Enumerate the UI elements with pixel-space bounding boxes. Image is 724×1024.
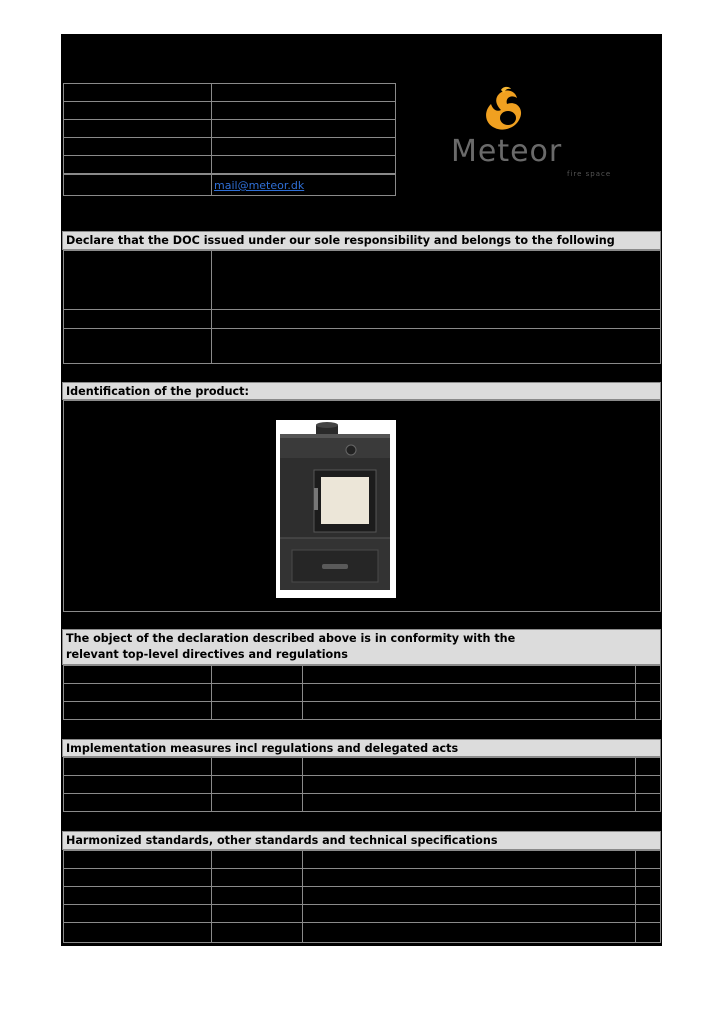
standards-row-3-col-2	[211, 886, 303, 905]
standards-row-4-col-1	[63, 904, 212, 923]
standards-row-2-col-1	[63, 868, 212, 887]
company-label-2	[63, 101, 212, 120]
implementation-row-1-col-4	[635, 757, 661, 776]
standards-row-1-col-1	[63, 850, 212, 869]
implementation-row-2-col-1	[63, 775, 212, 794]
company-value-1	[211, 83, 396, 102]
standards-row-3-col-4	[635, 886, 661, 905]
product-label-1	[63, 250, 212, 310]
standards-row-2-col-2	[211, 868, 303, 887]
standards-row-3-col-3	[302, 886, 636, 905]
standards-row-4-col-3	[302, 904, 636, 923]
product-value-1	[211, 250, 661, 310]
conformity-row-2-col-2	[211, 683, 303, 702]
implementation-row-1-col-1	[63, 757, 212, 776]
implementation-row-1-col-3	[302, 757, 636, 776]
company-value-3	[211, 119, 396, 138]
implementation-row-2-col-3	[302, 775, 636, 794]
conformity-row-1-col-4	[635, 665, 661, 684]
implementation-row-3-col-4	[635, 793, 661, 812]
conformity-row-3-col-1	[63, 701, 212, 720]
product-photo	[276, 420, 396, 598]
implementation-row-3-col-2	[211, 793, 303, 812]
standards-row-3-col-1	[63, 886, 212, 905]
company-value-4	[211, 137, 396, 156]
product-value-2	[211, 309, 661, 329]
company-value-2	[211, 101, 396, 120]
standards-row-2-col-4	[635, 868, 661, 887]
identification-header: Identification of the product:	[62, 382, 661, 400]
implementation-row-3-col-3	[302, 793, 636, 812]
conformity-row-1-col-2	[211, 665, 303, 684]
standards-row-4-col-2	[211, 904, 303, 923]
company-value-5	[211, 155, 396, 174]
standards-row-5-col-4	[635, 922, 661, 943]
conformity-row-1-col-3	[302, 665, 636, 684]
standards-header: Harmonized standards, other standards and technical specifications	[62, 831, 661, 850]
standards-row-5-col-1	[63, 922, 212, 943]
product-label-2	[63, 309, 212, 329]
implementation-row-3-col-1	[63, 793, 212, 812]
conformity-row-3-col-3	[302, 701, 636, 720]
company-label-3	[63, 119, 212, 138]
logo-wordmark: Meteor	[451, 134, 563, 169]
email-link[interactable]: mail@meteor.dk	[214, 179, 305, 192]
conformity-row-1-col-1	[63, 665, 212, 684]
implementation-header: Implementation measures incl regulations and delegated acts	[62, 739, 661, 757]
company-label-5	[63, 155, 212, 174]
standards-row-2-col-3	[302, 868, 636, 887]
company-label-4	[63, 137, 212, 156]
company-label-1	[63, 83, 212, 102]
standards-row-1-col-2	[211, 850, 303, 869]
standards-row-1-col-3	[302, 850, 636, 869]
implementation-row-2-col-4	[635, 775, 661, 794]
conformity-row-3-col-4	[635, 701, 661, 720]
product-value-3	[211, 328, 661, 364]
standards-row-1-col-4	[635, 850, 661, 869]
document-page	[61, 34, 662, 946]
conformity-header: The object of the declaration described above is in conformity with the relevant top-level directives and regulations	[62, 629, 661, 665]
logo-tagline: fire space	[567, 170, 612, 178]
standards-row-5-col-3	[302, 922, 636, 943]
standards-row-5-col-2	[211, 922, 303, 943]
meteor-logo	[449, 86, 639, 181]
standards-row-4-col-4	[635, 904, 661, 923]
conformity-row-3-col-2	[211, 701, 303, 720]
product-label-3	[63, 328, 212, 364]
conformity-row-2-col-1	[63, 683, 212, 702]
company-label-6	[63, 174, 212, 196]
declaration-header: Declare that the DOC issued under our sole responsibility and belongs to the following	[62, 231, 661, 250]
implementation-row-2-col-2	[211, 775, 303, 794]
wood-stove-icon	[276, 420, 396, 598]
conformity-row-2-col-4	[635, 683, 661, 702]
conformity-row-2-col-3	[302, 683, 636, 702]
implementation-row-1-col-2	[211, 757, 303, 776]
